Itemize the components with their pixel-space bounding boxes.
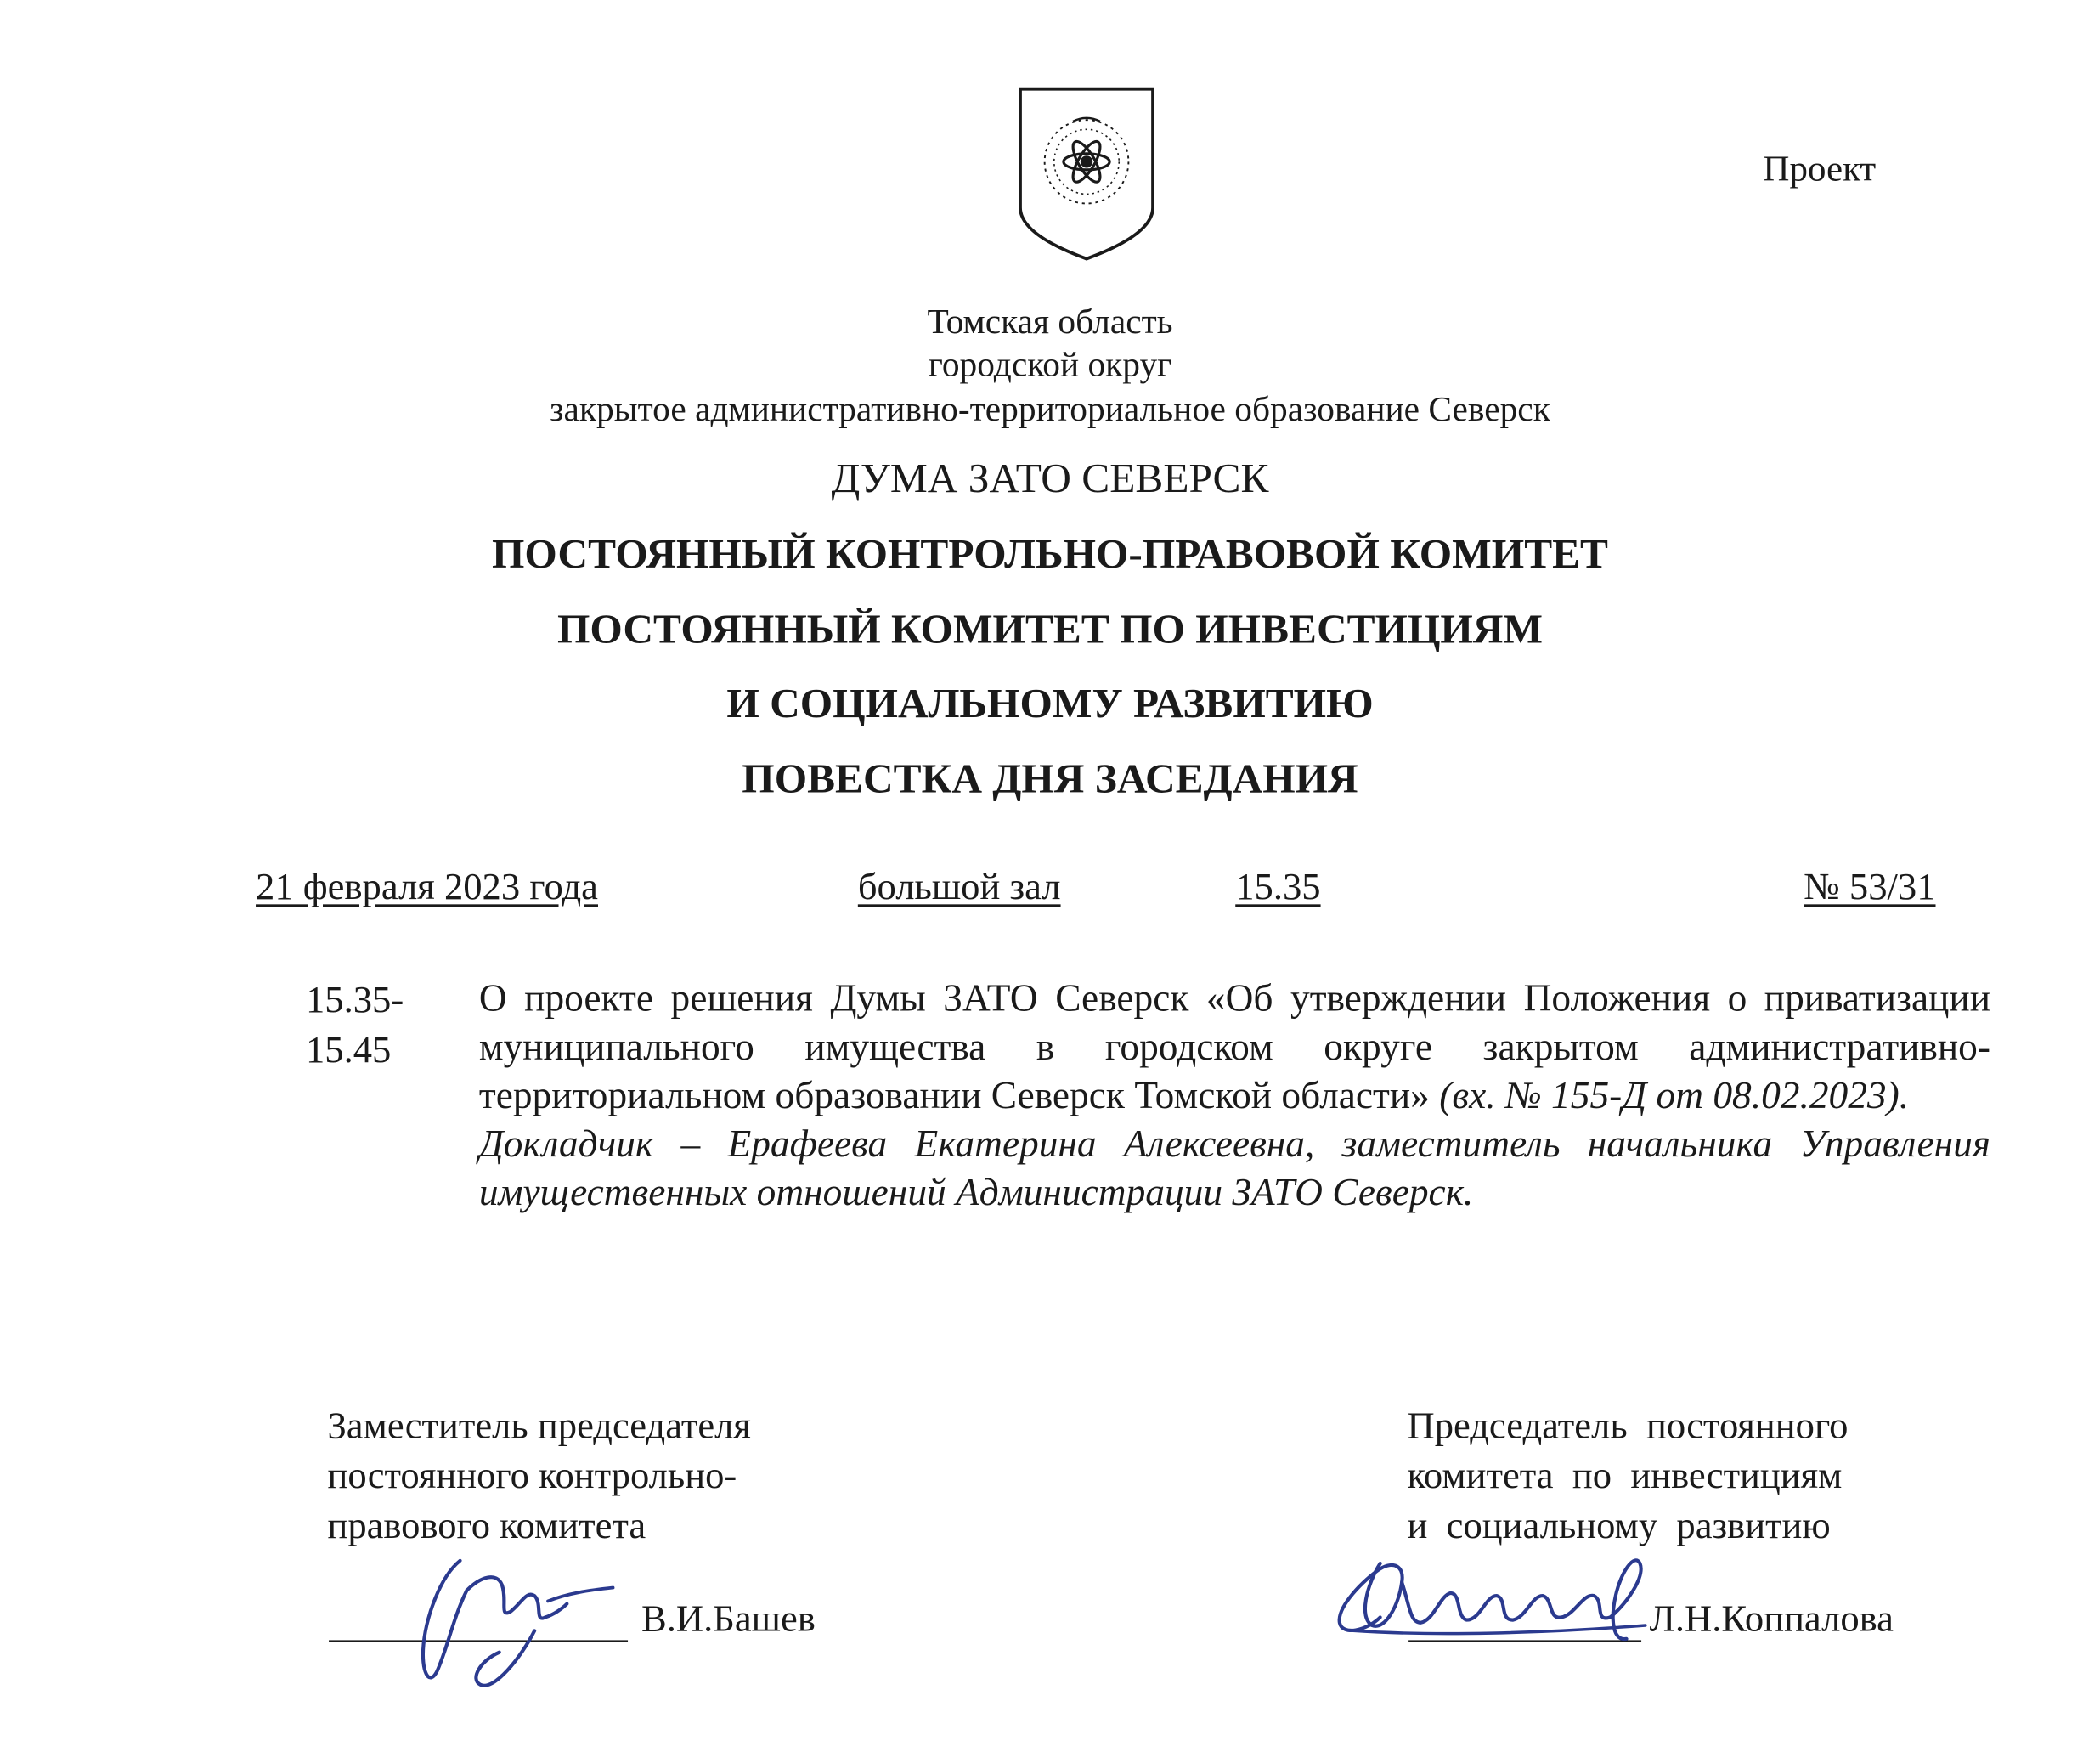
agenda-item-reference: (вх. № 155-Д от 08.02.2023). bbox=[1439, 1075, 1910, 1117]
project-label: Проект bbox=[1763, 148, 1877, 189]
agenda-item-speaker: Докладчик – Ерафеева Екатерина Алексеевна, заместитель начальника Управления имущественных отношений Администрации ЗАТО Северск. bbox=[478, 1123, 1991, 1215]
agenda-time-start: 15.35- bbox=[305, 980, 404, 1022]
left-signatory-name: В.И.Башев bbox=[641, 1598, 816, 1641]
left-handwritten-signature bbox=[386, 1536, 629, 1704]
left-signatory-title: Заместитель председателя постоянного контрольно- правового комитета bbox=[327, 1405, 751, 1547]
committee-title-3: И СОЦИАЛЬНОМУ РАЗВИТИЮ bbox=[726, 679, 1374, 726]
right-signatory-name: Л.Н.Коппалова bbox=[1649, 1598, 1894, 1641]
meeting-number: № 53/31 bbox=[1804, 866, 1936, 909]
meeting-time: 15.35 bbox=[1235, 866, 1321, 909]
agenda-item bbox=[479, 975, 1990, 1218]
committee-title-1: ПОСТОЯННЫЙ КОНТРОЛЬНО-ПРАВОВОЙ КОМИТЕТ bbox=[492, 529, 1608, 577]
agenda-item-time bbox=[306, 975, 427, 1075]
agenda-time-end: 15.45 bbox=[305, 1029, 392, 1072]
region-line: Томская область bbox=[927, 302, 1173, 342]
agenda-item-subject: О проекте решения Думы ЗАТО Северск «Об утверждении Положения о приватизации муниципального имущества в городском округе закрытом административно-территориальном образовании Северск Томской области» bbox=[478, 978, 1991, 1117]
right-handwritten-signature bbox=[1326, 1536, 1664, 1658]
meeting-date: 21 февраля 2023 года bbox=[256, 866, 598, 909]
atom-coat-of-arms-icon bbox=[1012, 83, 1160, 264]
duma-title: ДУМА ЗАТО СЕВЕРСК bbox=[831, 454, 1269, 502]
meeting-place: большой зал bbox=[857, 866, 1061, 909]
committee-title-2: ПОСТОЯННЫЙ КОМИТЕТ ПО ИНВЕСТИЦИЯМ bbox=[556, 605, 1544, 653]
formation-line: закрытое административно-территориальное образование Северск bbox=[550, 389, 1550, 429]
district-line: городской округ bbox=[928, 345, 1172, 385]
right-signatory-title: Председатель постоянного комитета по инвестициям и социальному развитию bbox=[1407, 1405, 1849, 1547]
document-title: ПОВЕСТКА ДНЯ ЗАСЕДАНИЯ bbox=[742, 754, 1358, 802]
agenda-item-text bbox=[479, 975, 1990, 1121]
